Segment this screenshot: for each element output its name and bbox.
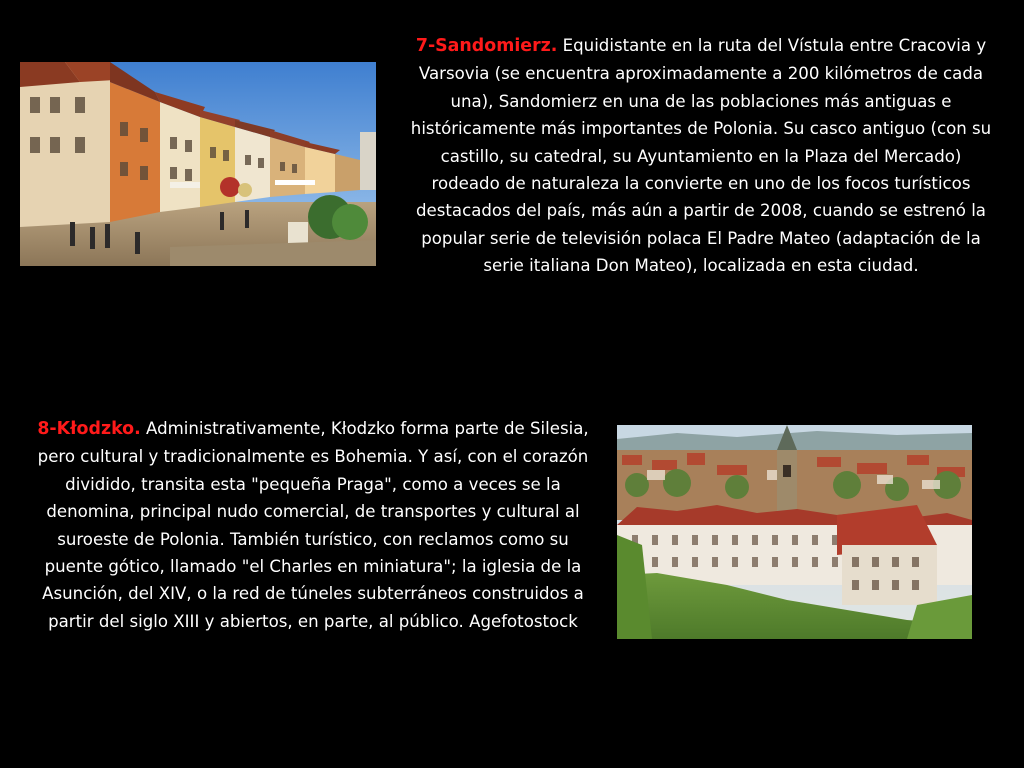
klodzko-text — [30, 415, 596, 635]
sandomierz-text — [408, 32, 994, 280]
klodzko-body: Administrativamente, Kłodzko forma parte de Silesia, pero cultural y tradicionalmente es Bohemia. Y así, con el corazón dividido, transita esta "pequeña Praga", como a veces se la denomina, principal nudo comercial, de transportes y cultural al suroeste de Polonia. También turístico, con reclamos como su puente gótico, llamado "el Charles en miniatura"; la iglesia de la Asunción, del XIV, o la red de túneles subterráneos construidos a partir del siglo XIII y abiertos, en parte, al público. Agefotostock — [37, 419, 589, 631]
klodzko-photo-image — [617, 425, 972, 639]
sandomierz-photo-image — [20, 62, 376, 266]
sandomierz-photo — [20, 62, 376, 266]
sandomierz-heading: 7-Sandomierz. — [415, 36, 558, 56]
klodzko-photo — [617, 425, 972, 639]
sandomierz-body: Equidistante en la ruta del Vístula entre Cracovia y Varsovia (se encuentra aproximadamente a 200 kilómetros de cada una), Sandomierz en una de las poblaciones más antiguas e históricamente más importantes de Polonia. Su casco antiguo (con su castillo, su catedral, su Ayuntamiento en la Plaza del Mercado) rodeado de naturaleza la convierte en uno de los focos turísticos destacados del país, más aún a partir de 2008, cuando se estrenó la popular serie de televisión polaca El Padre Mateo (adaptación de la serie italiana Don Mateo), localizada en esta ciudad. — [410, 36, 992, 276]
klodzko-heading: 8-Kłodzko. — [37, 419, 141, 439]
